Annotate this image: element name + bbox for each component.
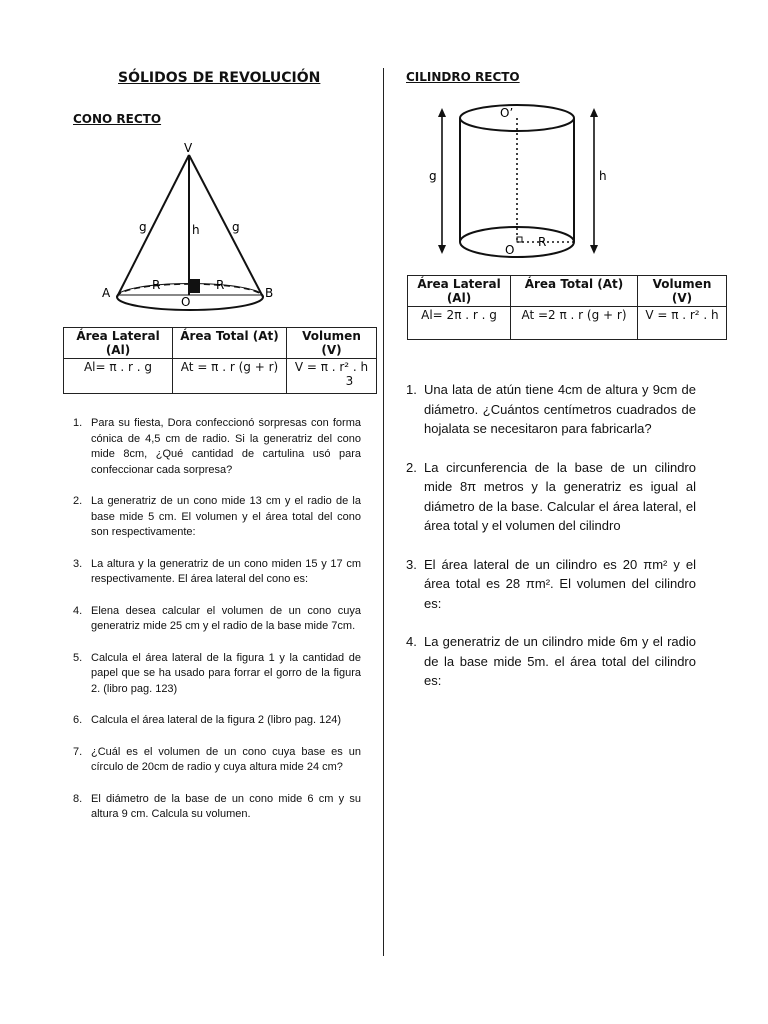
label-radius-left: R bbox=[152, 278, 161, 292]
label-bottom-center: O bbox=[505, 243, 515, 257]
problem-text: Calcula el área lateral de la figura 2 (libro pag. 124) bbox=[91, 714, 342, 726]
list-item bbox=[73, 494, 361, 541]
list-item bbox=[73, 651, 361, 698]
problem-number: 1. bbox=[73, 417, 83, 429]
cone-formula-volume-cell bbox=[287, 359, 377, 394]
cylinder-diagram bbox=[420, 100, 620, 265]
right-angle-marker bbox=[189, 279, 200, 293]
cone-formula-lateral: Al= π . r . g bbox=[64, 359, 173, 394]
label-generatrix-right: g bbox=[232, 220, 240, 234]
problem-text: Una lata de atún tiene 4cm de altura y 9cm de diámetro. ¿Cuántos centímetros cuadrados de hojalata se necesitaron para fabricarla? bbox=[424, 382, 696, 436]
label-center-o: O bbox=[181, 295, 191, 309]
problem-text: Elena desea calcular el volumen de un cono cuya generatriz mide 25 cm y el radio de la base mide 7cm. bbox=[91, 604, 361, 632]
label-height: h bbox=[192, 223, 200, 237]
label-radius-right: R bbox=[216, 278, 225, 292]
cone-header-volume: Volumen (V) bbox=[287, 328, 377, 359]
problem-text: Para su fiesta, Dora confeccionó sorpresas con forma cónica de 4,5 cm de radio. Si la generatriz del cono mide 8cm, ¿Qué cantidad de cartulina usó para confeccionar cada sorpresa? bbox=[91, 417, 361, 476]
problem-number: 4. bbox=[406, 634, 417, 649]
list-item bbox=[73, 713, 361, 729]
cone-formula-volume-denominator: 3 bbox=[345, 374, 354, 388]
label-generatrix: g bbox=[429, 169, 437, 183]
problem-number: 6. bbox=[73, 714, 83, 726]
page-title: SÓLIDOS DE REVOLUCIÓN bbox=[118, 70, 321, 86]
problem-number: 5. bbox=[73, 651, 83, 664]
cone-formula-volume: V = π . r² . h bbox=[294, 360, 369, 374]
column-divider bbox=[383, 68, 384, 956]
problem-text: El diámetro de la base de un cono mide 6 cm y su altura 9 cm. Calcula su volumen. bbox=[91, 792, 361, 820]
problem-text: La altura y la generatriz de un cono miden 15 y 17 cm respectivamente. El área lateral del cono es: bbox=[91, 557, 361, 585]
problem-text: Calcula el área lateral de la figura 1 y la cantidad de papel que se ha usado para forrar el gorro de la figura 2. (libro pag. 123) bbox=[91, 651, 361, 695]
label-point-b: B bbox=[265, 286, 274, 300]
cylinder-problem-list bbox=[406, 380, 696, 710]
cylinder-bottom-front bbox=[460, 242, 574, 257]
cone-header-lateral: Área Lateral (Al) bbox=[64, 328, 173, 359]
cone-generatrix-right bbox=[189, 155, 263, 297]
list-item bbox=[73, 792, 361, 823]
label-height: h bbox=[599, 169, 607, 183]
list-item bbox=[406, 632, 696, 691]
problem-number: 7. bbox=[73, 745, 83, 758]
problem-text: La circunferencia de la base de un cilindro mide 8π metros y la generatriz es igual al diámetro de la base. Calcular el área lateral, el área total y el volumen del cilindro bbox=[424, 459, 696, 533]
problem-number: 8. bbox=[73, 792, 83, 805]
cylinder-heading: CILINDRO RECTO bbox=[406, 70, 520, 84]
arrowhead-h-top bbox=[590, 108, 598, 117]
cone-heading: CONO RECTO bbox=[73, 112, 162, 126]
label-top-center: O’ bbox=[500, 106, 514, 120]
cone-header-total: Área Total (At) bbox=[173, 328, 287, 359]
label-generatrix-left: g bbox=[139, 220, 147, 234]
arrowhead-g-top bbox=[438, 108, 446, 117]
problem-text: La generatriz de un cilindro mide 6m y el radio de la base mide 5m. el área total del cilindro es: bbox=[424, 634, 696, 688]
problem-number: 1. bbox=[406, 382, 417, 397]
arrowhead-g-bottom bbox=[438, 245, 446, 254]
cylinder-header-lateral: Área Lateral (Al) bbox=[408, 276, 511, 307]
list-item bbox=[406, 380, 696, 439]
problem-text: La generatriz de un cono mide 13 cm y el radio de la base mide 5 cm. El volumen y el área total del cono son respectivamente: bbox=[91, 495, 361, 538]
cylinder-formula-lateral: Al= 2π . r . g bbox=[408, 307, 511, 340]
cylinder-formula-volume: V = π . r² . h bbox=[638, 307, 727, 340]
problem-number: 2. bbox=[406, 459, 417, 475]
problem-number: 4. bbox=[73, 604, 83, 617]
list-item bbox=[73, 416, 361, 478]
cone-formula-table bbox=[63, 327, 377, 394]
cylinder-formula-total: At =2 π . r (g + r) bbox=[511, 307, 638, 340]
label-vertex: V bbox=[184, 141, 193, 155]
list-item bbox=[73, 557, 361, 588]
list-item bbox=[406, 458, 696, 536]
problem-text: ¿Cuál es el volumen de un cono cuya base es un círculo de 20cm de radio y cuya altura mide 24 cm? bbox=[91, 745, 361, 773]
cylinder-header-total: Área Total (At) bbox=[511, 276, 638, 307]
cone-problem-list bbox=[73, 416, 361, 839]
cone-formula-total: At = π . r (g + r) bbox=[173, 359, 287, 394]
problem-number: 2. bbox=[73, 495, 83, 507]
cone-diagram bbox=[95, 135, 295, 315]
problem-text: El área lateral de un cilindro es 20 πm² y el área total es 28 πm². El volumen del cilindro es: bbox=[424, 556, 696, 611]
cylinder-header-volume: Volumen (V) bbox=[638, 276, 727, 307]
problem-number: 3. bbox=[406, 556, 417, 572]
cylinder-formula-table bbox=[407, 275, 727, 340]
arrowhead-h-bottom bbox=[590, 245, 598, 254]
list-item bbox=[73, 745, 361, 776]
label-point-a: A bbox=[102, 286, 111, 300]
cone-generatrix-left bbox=[117, 155, 189, 297]
label-radius: R bbox=[538, 235, 547, 249]
list-item bbox=[406, 555, 696, 614]
problem-number: 3. bbox=[73, 557, 83, 570]
list-item bbox=[73, 604, 361, 635]
